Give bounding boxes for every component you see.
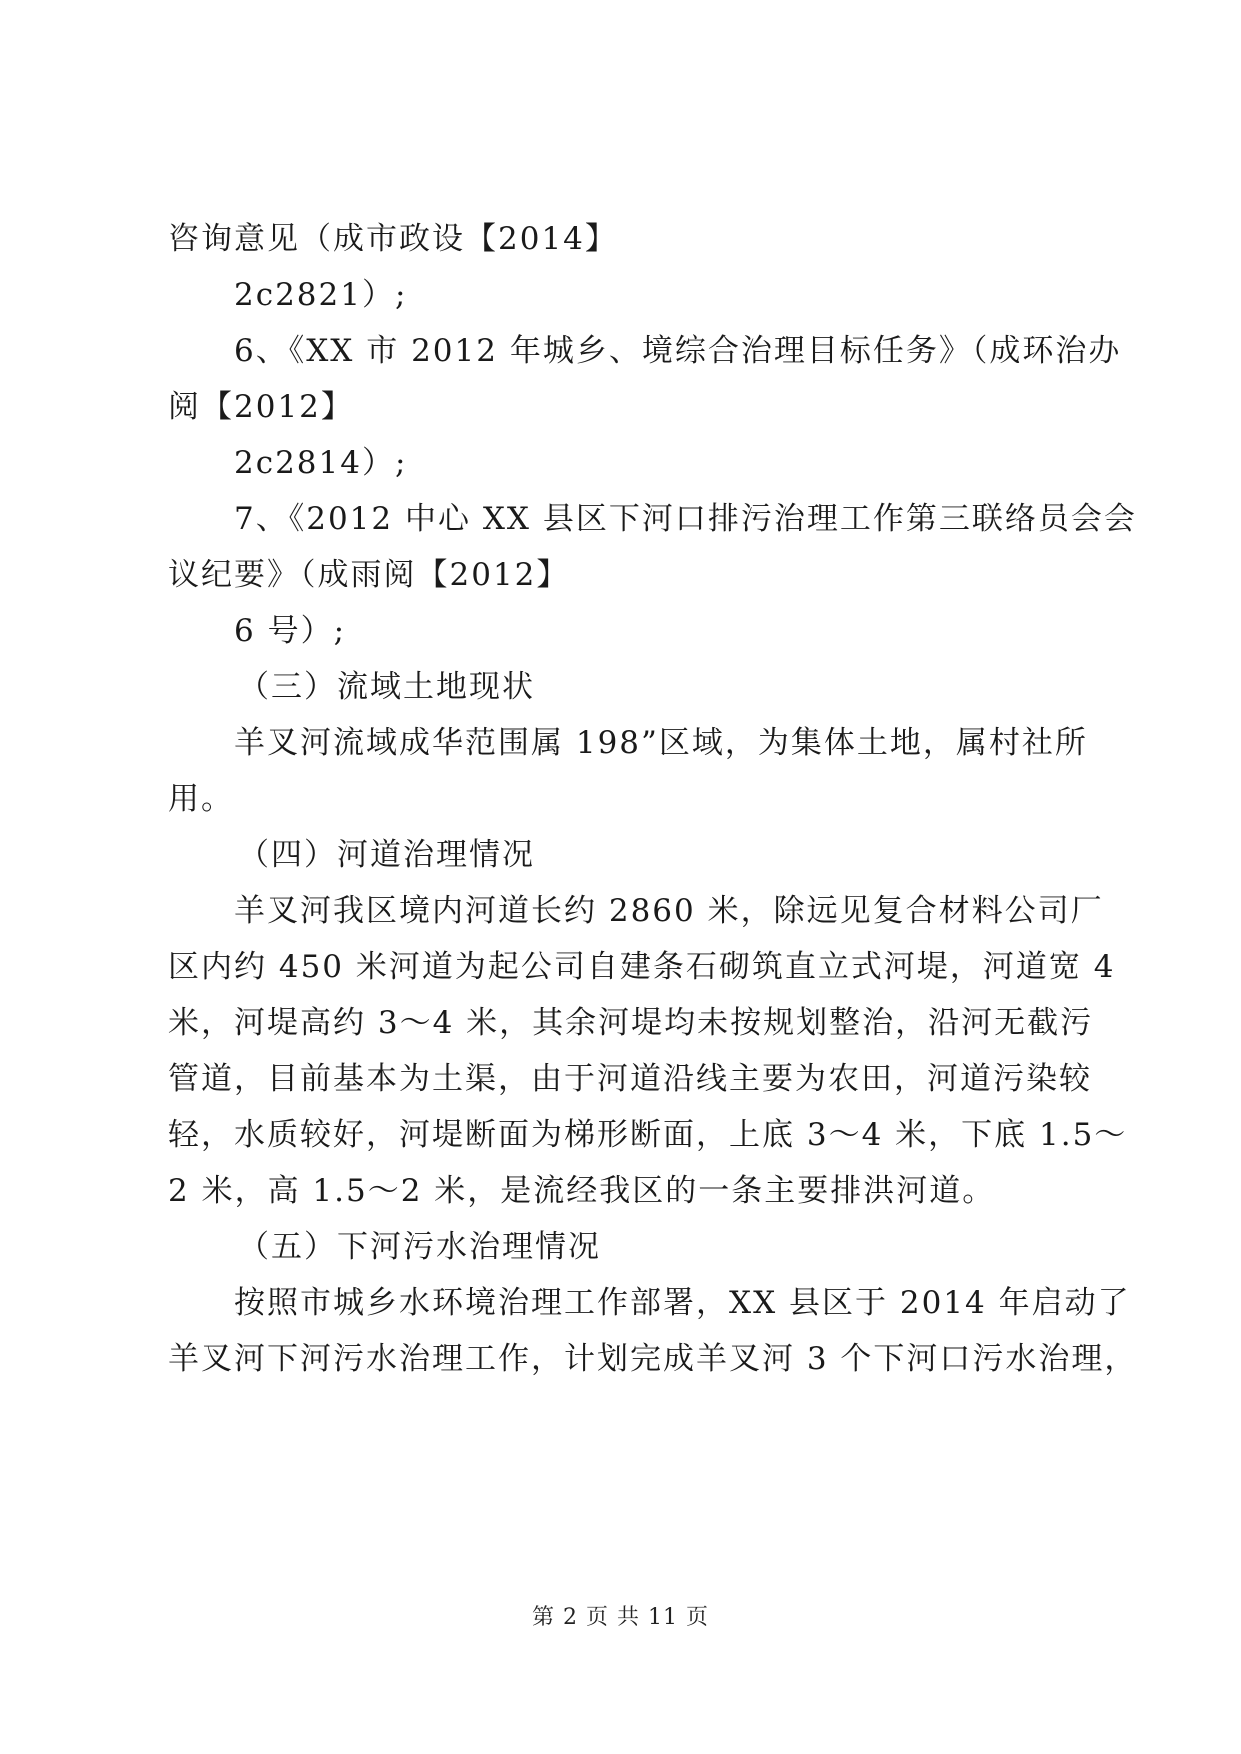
- section-heading: （五）下河污水治理情况: [238, 1229, 601, 1265]
- page-footer: 第 2 页 共 11 页: [532, 1605, 709, 1630]
- text-line: 阅【2012】: [168, 389, 354, 425]
- text-line: 6 号）;: [234, 613, 347, 649]
- text-line: 2c2814）;: [234, 445, 408, 481]
- text-line: 羊叉河下河污水治理工作，计划完成羊叉河 3 个下河口污水治理，: [168, 1341, 1138, 1377]
- text-line: 米，河堤高约 3～4 米，其余河堤均未按规划整治，沿河无截污: [168, 1005, 1094, 1041]
- text-line: 议纪要》（成雨阅【2012】: [168, 557, 570, 593]
- text-line: 6、《XX 市 2012 年城乡、境综合治理目标任务》（成环治办: [234, 333, 1122, 369]
- text-line: 管道，目前基本为土渠，由于河道沿线主要为农田，河道污染较: [168, 1061, 1092, 1097]
- text-line: 羊叉河我区境内河道长约 2860 米，除远见复合材料公司厂: [234, 893, 1104, 929]
- text-line: 2 米，高 1.5～2 米，是流经我区的一条主要排洪河道。: [168, 1173, 996, 1209]
- text-line: 7、《2012 中心 XX 县区下河口排污治理工作第三联络员会会: [234, 501, 1137, 537]
- section-heading: （四）河道治理情况: [238, 837, 535, 873]
- text-line: 轻，水质较好，河堤断面为梯形断面，上底 3～4 米，下底 1.5～: [168, 1117, 1128, 1153]
- text-line: 2c2821）;: [234, 277, 408, 313]
- text-line: 咨询意见（成市政设【2014】: [168, 221, 618, 257]
- section-heading: （三）流域土地现状: [238, 669, 535, 705]
- text-line: 羊叉河流域成华范围属 198”区域，为集体土地，属村社所: [234, 725, 1088, 761]
- text-line: 区内约 450 米河道为起公司自建条石砌筑直立式河堤，河道宽 4: [168, 949, 1116, 985]
- text-line: 用。: [168, 781, 234, 817]
- text-line: 按照市城乡水环境治理工作部署，XX 县区于 2014 年启动了: [234, 1285, 1131, 1321]
